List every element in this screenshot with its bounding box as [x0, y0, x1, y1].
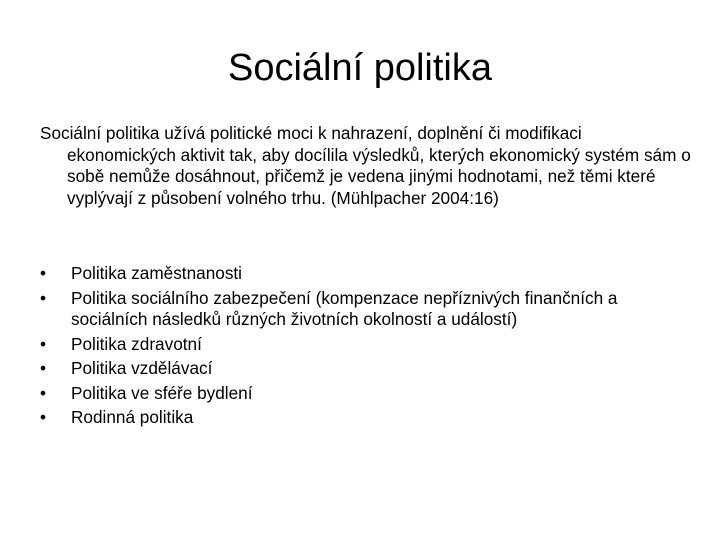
bullet-text: Rodinná politika — [71, 407, 194, 427]
bullet-text: Politika zaměstnanosti — [71, 263, 243, 283]
bullet-text: Politika vzdělávací — [71, 358, 213, 378]
bullet-icon: • — [40, 333, 47, 354]
bullet-icon: • — [40, 358, 47, 378]
bullet-item — [40, 407, 680, 429]
bullet-item — [40, 383, 680, 405]
bullet-icon: • — [40, 382, 47, 403]
bullet-icon: • — [40, 263, 47, 283]
bullet-text: Politika ve sféře bydlení — [71, 382, 253, 403]
bullet-icon: • — [40, 407, 47, 427]
slide-title: Sociální politika — [227, 47, 493, 89]
bullet-item — [40, 263, 680, 285]
bullet-item — [40, 334, 680, 356]
bullet-item — [40, 358, 680, 380]
intro-paragraph: Sociální politika užívá politické moci k nahrazení, doplnění či modifikaci ekonomických aktivit tak, aby docílila výsledků, kterých ekonomický systém sám o sobě nemůže dosáhnout, přičemž je vedena jinými hodnotami, než těmi které vyplývají z působení volného trhu. (Mühlpacher 2004:16) — [40, 123, 691, 208]
bullet-item — [40, 288, 680, 331]
bullet-list — [40, 263, 680, 432]
bullet-icon: • — [40, 287, 47, 308]
bullet-text: Politika zdravotní — [71, 333, 202, 354]
bullet-text: Politika sociálního zabezpečení (kompenzace nepříznivých finančních a sociálních následků různých životních okolností a událostí) — [71, 287, 618, 329]
